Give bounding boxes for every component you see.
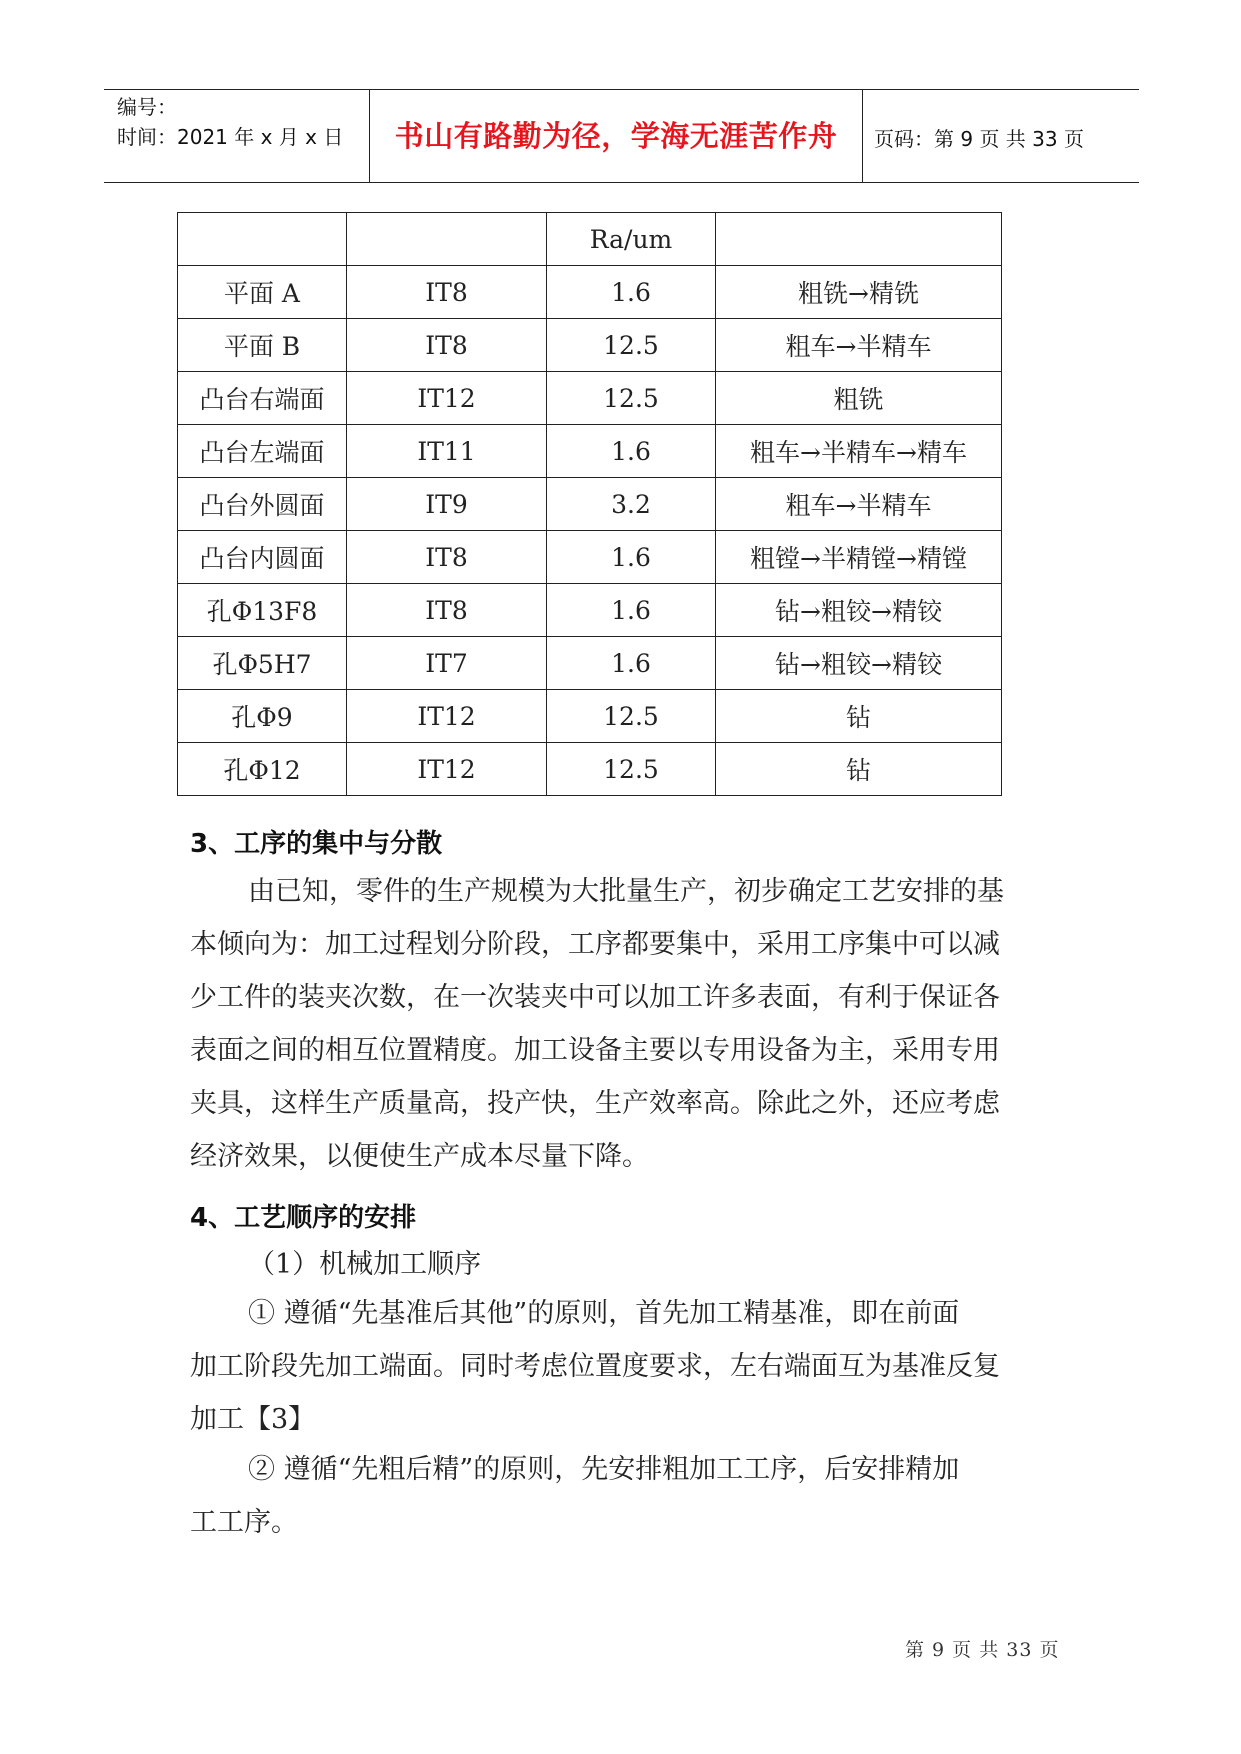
table-row: [178, 478, 1002, 531]
table-row: [178, 690, 1002, 743]
section-3-paragraph: [190, 865, 1064, 1183]
table-cell: 1.6: [547, 425, 716, 478]
header-motto: 书山有路勤为径，学海无涯苦作舟: [394, 119, 838, 153]
subsection-heading: （1）机械加工顺序: [248, 1249, 482, 1280]
table-cell: 钻: [716, 690, 1002, 743]
table-row: [178, 319, 1002, 372]
table-cell: 凸台内圆面: [178, 531, 347, 584]
section-4-heading: 4、工艺顺序的安排: [190, 1203, 417, 1233]
table-cell: 平面 B: [178, 319, 347, 372]
table-cell: IT12: [347, 743, 547, 796]
header-top-rule: [104, 89, 1139, 90]
table-row: [178, 213, 1002, 266]
table-cell: 钻→粗铰→精铰: [716, 584, 1002, 637]
table-cell: 平面 A: [178, 266, 347, 319]
table-cell: 1.6: [547, 637, 716, 690]
paragraph-line: 本倾向为：加工过程划分阶段，工序都要集中，采用工序集中可以减: [190, 929, 1000, 960]
table-cell: IT12: [347, 690, 547, 743]
table-row: [178, 584, 1002, 637]
table-cell: IT12: [347, 372, 547, 425]
header-meta: [117, 92, 343, 152]
table-row: [178, 531, 1002, 584]
table-cell: [716, 213, 1002, 266]
table-cell: IT8: [347, 584, 547, 637]
table-cell: IT9: [347, 478, 547, 531]
document-date: 时间：2021 年 x 月 x 日: [117, 125, 344, 149]
header-bottom-rule: [104, 182, 1139, 183]
table-cell: 1.6: [547, 584, 716, 637]
table-cell: 粗镗→半精镗→精镗: [716, 531, 1002, 584]
table-cell: 12.5: [547, 743, 716, 796]
header-divider: [862, 89, 863, 182]
table-row: [178, 425, 1002, 478]
table-cell: 粗车→半精车: [716, 478, 1002, 531]
table-cell: 1.6: [547, 266, 716, 319]
paragraph-line: 表面之间的相互位置精度。加工设备主要以专用设备为主，采用专用: [190, 1035, 1000, 1066]
item-2-paragraph: [190, 1443, 1064, 1549]
table-cell: IT8: [347, 266, 547, 319]
table-cell: 孔Φ9: [178, 690, 347, 743]
table-cell: 凸台左端面: [178, 425, 347, 478]
machining-requirements-table: [177, 212, 1002, 796]
table-row: [178, 266, 1002, 319]
table-row: [178, 372, 1002, 425]
table-cell: 钻: [716, 743, 1002, 796]
table-cell: IT11: [347, 425, 547, 478]
table-cell: 12.5: [547, 319, 716, 372]
paragraph-line: 加工【3】: [190, 1404, 316, 1435]
table-cell: IT8: [347, 319, 547, 372]
table-cell: 粗铣→精铣: [716, 266, 1002, 319]
table-row: [178, 637, 1002, 690]
table-cell: IT7: [347, 637, 547, 690]
footer-page-number: 第 9 页 共 33 页: [905, 1639, 1060, 1661]
table-cell: 凸台右端面: [178, 372, 347, 425]
paragraph-line: 经济效果，以便使生产成本尽量下降。: [190, 1141, 649, 1172]
table-cell: IT8: [347, 531, 547, 584]
document-number-label: 编号：: [117, 95, 177, 119]
table-cell: 钻→粗铰→精铰: [716, 637, 1002, 690]
table-cell: 粗车→半精车→精车: [716, 425, 1002, 478]
paragraph-line: ① 遵循“先基准后其他”的原则，首先加工精基准，即在前面: [248, 1298, 960, 1329]
table-cell: 粗铣: [716, 372, 1002, 425]
section-3-heading: 3、工序的集中与分散: [190, 829, 443, 859]
table-cell: 1.6: [547, 531, 716, 584]
paragraph-line: 少工件的装夹次数，在一次装夹中可以加工许多表面，有利于保证各: [190, 982, 1000, 1013]
paragraph-line: ② 遵循“先粗后精”的原则，先安排粗加工工序，后安排精加: [248, 1454, 960, 1485]
header-page-number: 页码：第 9 页 共 33 页: [874, 127, 1084, 151]
table-cell: [178, 213, 347, 266]
paragraph-line: 工工序。: [190, 1507, 298, 1538]
item-1-paragraph: [190, 1287, 1064, 1446]
table-cell: 粗车→半精车: [716, 319, 1002, 372]
table-cell: 孔Φ5H7: [178, 637, 347, 690]
table-cell: 12.5: [547, 372, 716, 425]
table-cell: [347, 213, 547, 266]
table-cell: 孔Φ12: [178, 743, 347, 796]
table-cell: 孔Φ13F8: [178, 584, 347, 637]
table-cell: 3.2: [547, 478, 716, 531]
paragraph-line: 加工阶段先加工端面。同时考虑位置度要求，左右端面互为基准反复: [190, 1351, 1000, 1382]
paragraph-line: 由已知，零件的生产规模为大批量生产，初步确定工艺安排的基: [248, 876, 1004, 907]
table-cell: Ra/um: [547, 213, 716, 266]
table-row: [178, 743, 1002, 796]
paragraph-line: 夹具，这样生产质量高，投产快，生产效率高。除此之外，还应考虑: [190, 1088, 1000, 1119]
table-cell: 12.5: [547, 690, 716, 743]
table-cell: 凸台外圆面: [178, 478, 347, 531]
